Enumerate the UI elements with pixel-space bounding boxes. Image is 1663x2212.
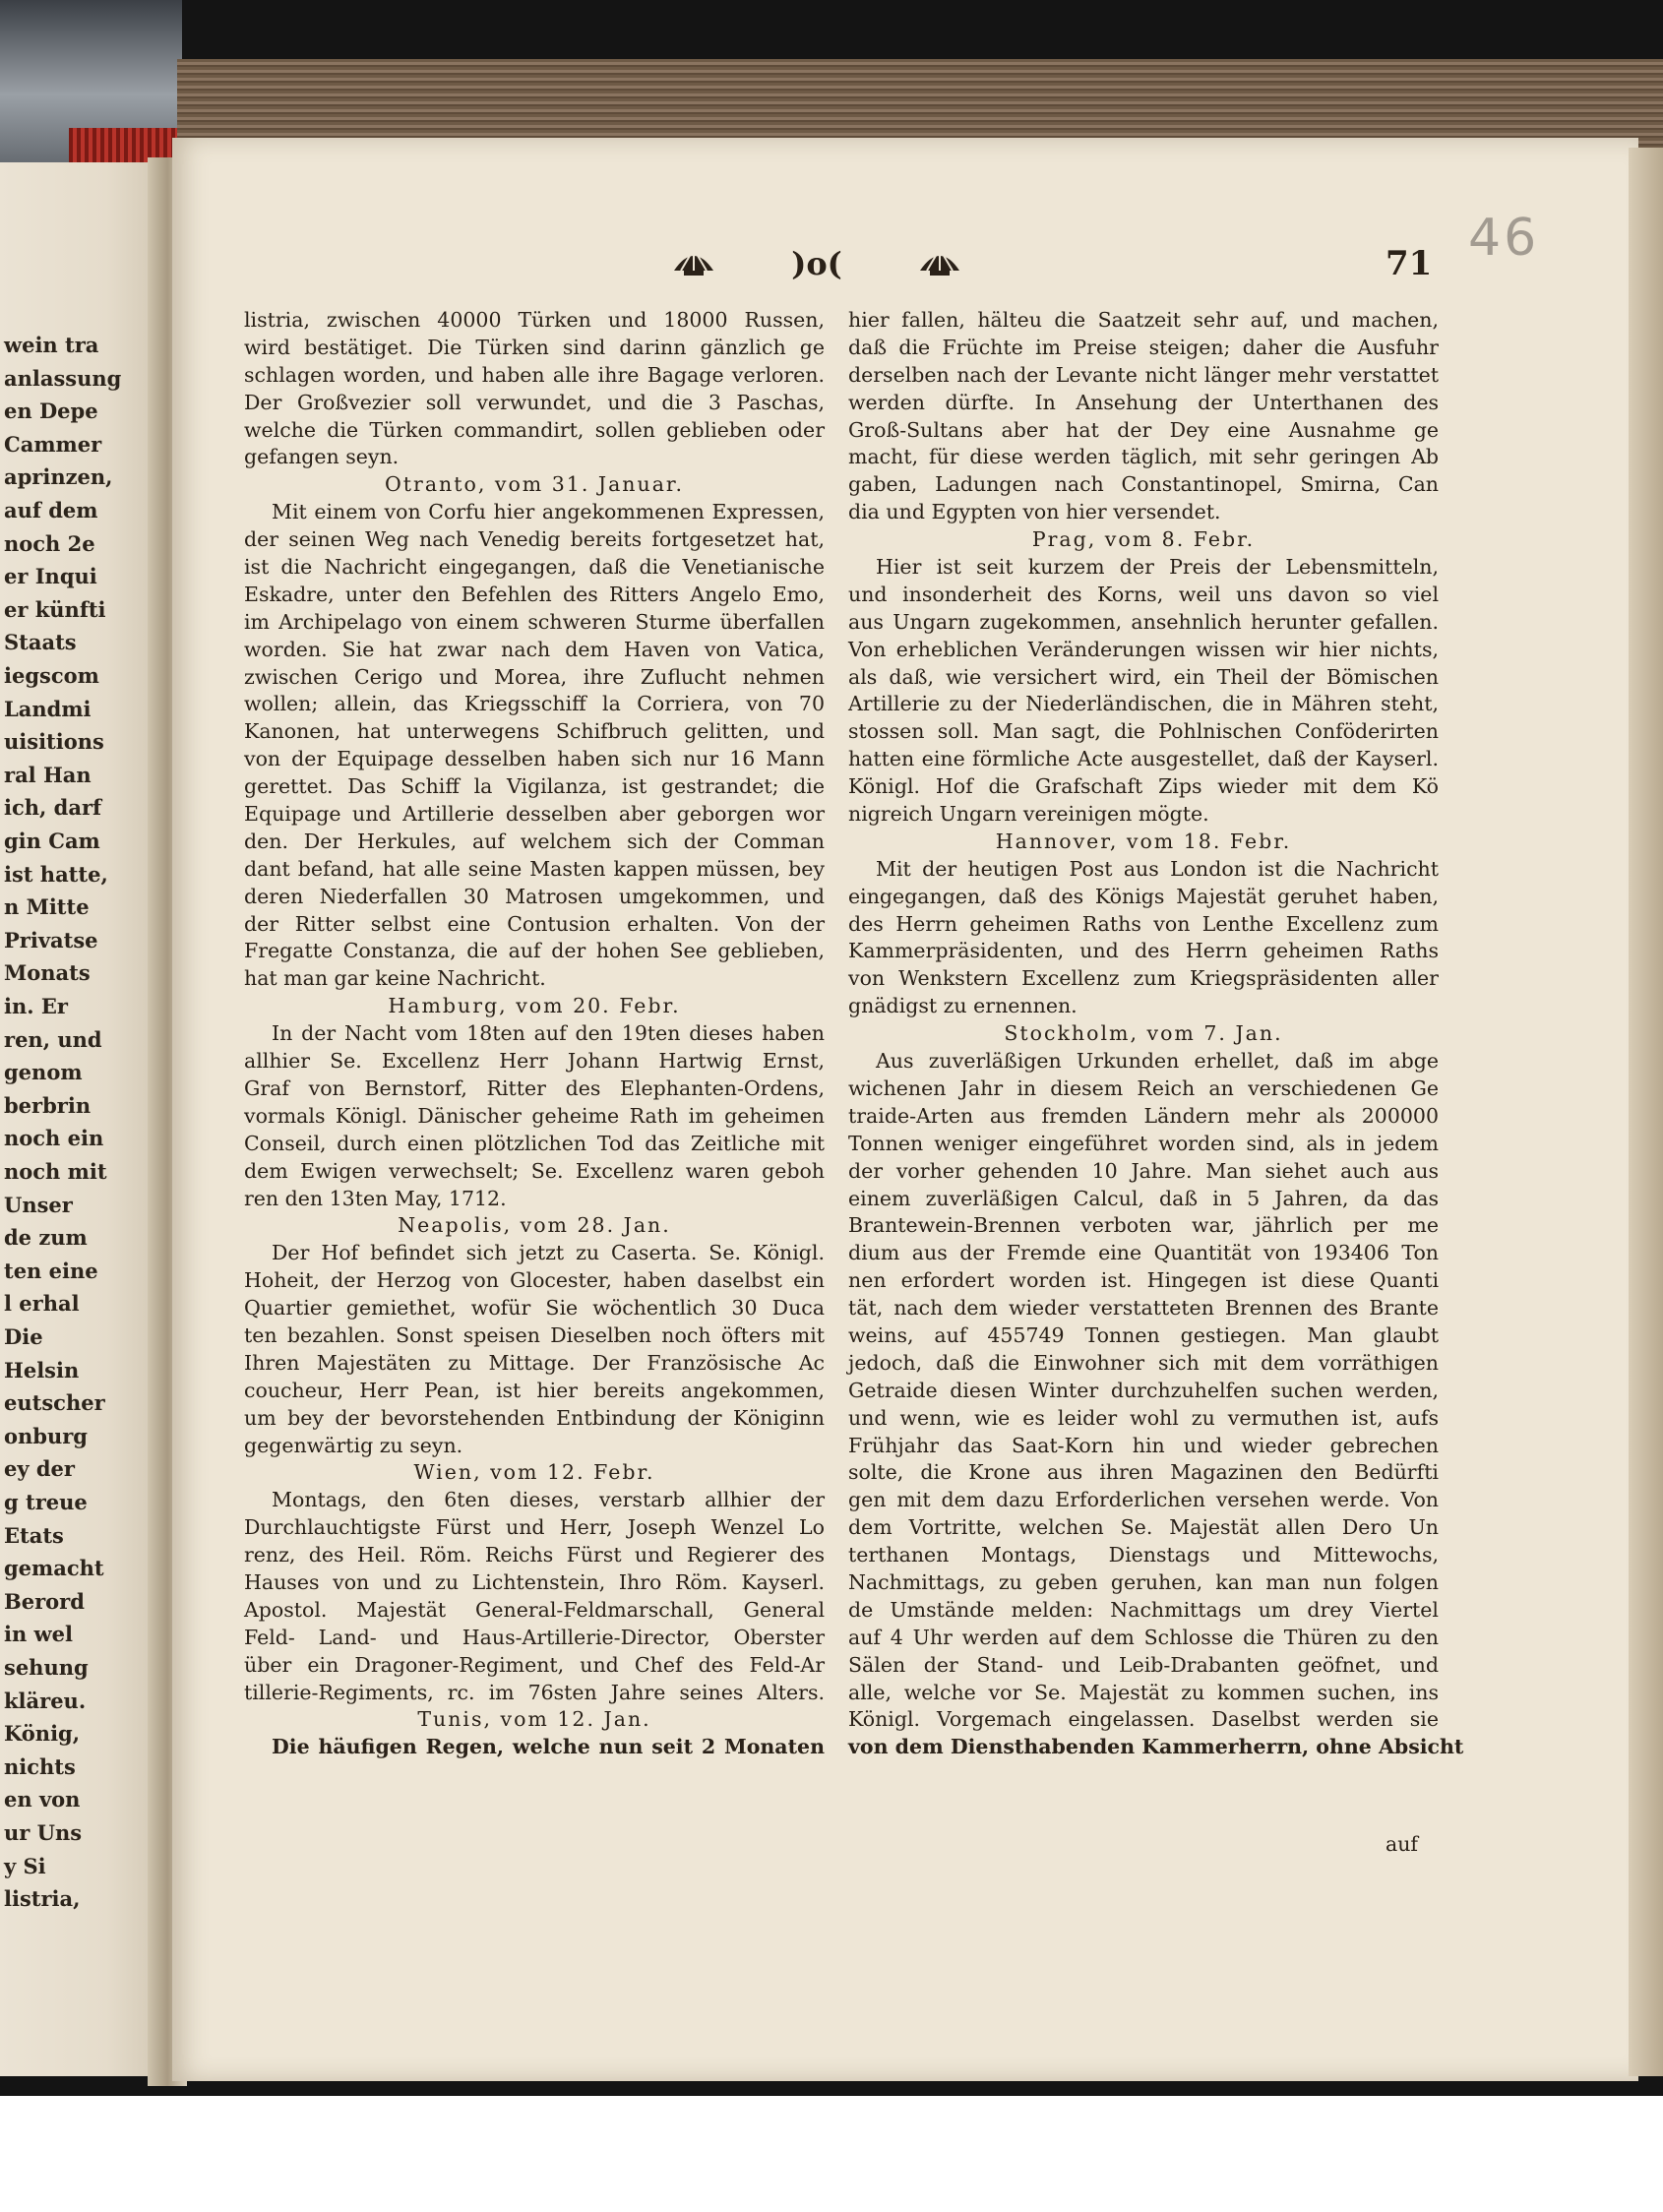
text-line: Fregatte Constanza, die auf der hohen See geblieben, [244,939,825,963]
left-text-column [244,307,825,1761]
text-line: Brantewein-Brennen verboten war, jährlich per me [848,1213,1439,1238]
text-line: Montags, den 6ten dieses, verstarb allhier der [272,1488,825,1512]
left-fragment-line: ist hatte, [4,861,108,887]
text-line: von dem Diensthabenden Kammerherrn, ohne Absicht [848,1735,1464,1759]
text-line: von der Equipage desselben haben sich nur 16 Mann [244,747,825,771]
left-fragment-line: y Si [4,1853,46,1878]
left-fragment-line: ur Uns [4,1820,83,1845]
text-line: im Archipelago von einem schweren Sturme überfallen [244,609,825,634]
text-line: Der Hof befindet sich jetzt zu Caserta. Se. Königl. [272,1241,825,1265]
text-line: daß die Früchte im Preise steigen; daher die Ausfuhr [848,335,1439,359]
left-fragment-line: noch ein [4,1126,104,1151]
text-line: Hoheit, der Herzog von Glocester, haben daselbst ein [244,1268,825,1293]
left-fragment-line: n Mitte [4,894,90,920]
left-fragment-line: Etats [4,1522,64,1548]
section-heading: Wien, vom 12. Febr. [413,1460,655,1485]
text-line: Graf von Bernstorf, Ritter des Elephanten-Ordens, [244,1075,825,1100]
left-fragment-line: nichts [4,1753,76,1779]
left-fragment-line: iegscom [4,663,99,688]
shell-ornament-icon [920,247,959,276]
text-line: Nachmittags, zu geben geruhen, kan man nun folgen [848,1569,1439,1594]
text-line: deren Niederfallen 30 Matrosen umgekommen, und [244,884,825,908]
text-line: wollen; allein, das Kriegsschiff la Corriera, von 70 [244,692,825,716]
catchword: auf [1386,1832,1419,1856]
left-fragment-line: er Inqui [4,564,97,589]
left-fragment-line: onburg [4,1423,88,1448]
text-line: und wenn, wie es leider wohl zu vermuthen ist, aufs [848,1405,1439,1430]
left-fragment-line: Cammer [4,431,102,457]
page-number: 71 [1386,244,1433,283]
text-line: Der Großvezier soll verwundet, und die 3 Paschas, [244,390,825,414]
left-fragment-line: Monats [4,960,91,986]
left-fragment-line: ren, und [4,1026,102,1052]
text-line: gegenwärtig zu seyn. [244,1433,463,1457]
text-line: alle, welche vor Se. Majestät zu kommen suchen, ins [848,1680,1439,1704]
text-line: Aus zuverläßigen Urkunden erhellet, daß im abge [876,1049,1439,1074]
text-line: der seinen Weg nach Venedig bereits fortgesetzet hat, [244,527,825,552]
text-line: nigreich Ungarn vereinigen mögte. [848,802,1209,827]
section-heading: Hannover, vom 18. Febr. [995,829,1292,853]
section-heading: Neapolis, vom 28. Jan. [398,1213,671,1238]
text-line: Mit der heutigen Post aus London ist die Nachricht [876,856,1439,881]
text-line: Getraide diesen Winter durchzuhelfen suchen werden, [848,1378,1439,1402]
text-line: vormals Königl. Dänischer geheime Rath im geheimen [244,1103,825,1128]
text-line: von Wenkstern Excellenz zum Kriegspräsidenten aller [848,966,1439,991]
text-line: macht, für diese werden täglich, mit sehr geringen Ab [848,445,1439,469]
text-line: auf 4 Uhr werden auf dem Schlosse die Thüren zu den [848,1625,1439,1649]
left-fragment-line: ey der [4,1456,75,1482]
left-fragment-line: ten eine [4,1258,98,1283]
text-line: gnädigst zu ernennen. [848,994,1078,1018]
left-fragment-line: uisitions [4,729,104,755]
left-fragment-line: de zum [4,1225,88,1251]
left-fragment-line: in wel [4,1622,73,1647]
left-fragment-line: sehung [4,1655,89,1680]
text-line: dem Vortritte, welchen Se. Majestät allen Dero Un [848,1515,1439,1540]
left-fragment-line: Die [4,1324,43,1349]
text-line: Hauses von und zu Lichtenstein, Ihro Röm. Kayserl. [244,1569,825,1594]
left-fragment-line: auf dem [4,498,98,522]
left-fragment-line: listria, [4,1886,81,1912]
text-line: tillerie-Regiments, rc. im 76sten Jahre seines Alters. [244,1680,825,1704]
text-line: des Herrn geheimen Raths von Lenthe Excellenz zum [848,911,1439,936]
text-line: Ihren Majestäten zu Mittage. Der Französische Ac [244,1350,825,1375]
text-line: und insonderheit des Korns, weil uns davon so viel [848,582,1439,606]
text-line: Tonnen weniger eingeführet worden sind, als in jedem [848,1131,1439,1155]
left-fragment-line: Landmi [4,696,92,721]
text-line: gerettet. Das Schiff la Vigilanza, ist gestrandet; die [244,774,825,799]
left-fragment-line: en von [4,1787,81,1813]
text-line: Eskadre, unter den Befehlen des Ritters Angelo Emo, [244,582,825,606]
text-line: zwischen Cerigo und Morea, ihre Zuflucht nehmen [244,664,825,689]
text-line: Königl. Vorgemach eingelassen. Daselbst werden sie [848,1707,1439,1732]
text-line: ist die Nachricht eingegangen, daß die Venetianische [244,555,825,580]
text-line: renz, des Heil. Röm. Reichs Fürst und Regierer des [244,1543,825,1567]
left-fragment-line: ich, darf [4,795,102,821]
left-fragment-line: noch mit [4,1159,107,1184]
left-fragment-line: g treue [4,1490,88,1514]
text-line: ren den 13ten May, 1712. [244,1186,507,1210]
text-line: derselben nach der Levante nicht länger mehr verstattet [848,362,1439,387]
text-line: der vorher gehenden 10 Jahre. Man siehet auch aus [848,1158,1439,1183]
text-line: als daß, wie versichert wird, ein Theil der Bömischen [848,664,1439,689]
section-heading: Otranto, vom 31. Januar. [384,472,684,497]
right-text-column [848,307,1464,1761]
left-fragment-line: Staats [4,630,77,655]
text-line: hatten eine förmliche Acte ausgestellet, daß der Kayserl. [848,747,1439,771]
right-page-edge [1629,148,1663,2076]
text-line: stossen soll. Man sagt, die Pohlnischen Conföderirten [848,719,1439,744]
left-fragment-line: en Depe [4,399,98,424]
text-line: gefangen seyn. [244,445,400,469]
left-fragment-line: eutscher [4,1390,105,1416]
text-line: den. Der Herkules, auf welchem sich der Comman [244,829,825,853]
text-line: Apostol. Majestät General-Feldmarschall, General [244,1597,825,1622]
text-line: dium aus der Fremde eine Quantität von 193406 Ton [848,1241,1439,1265]
text-line: Hier ist seit kurzem der Preis der Lebensmitteln, [876,555,1439,580]
text-line: hat man gar keine Nachricht. [244,966,546,991]
left-fragment-line: Unser [4,1192,73,1217]
ornament [669,241,964,282]
left-fragment-line: anlassung [4,365,122,391]
text-line: werden dürfte. In Ansehung der Unterthanen des [848,390,1439,414]
text-line: jedoch, daß die Einwohner sich mit dem vorräthigen [848,1350,1439,1375]
left-fragment-line: aprinzen, [4,464,113,490]
text-line: welche die Türken commandirt, sollen geblieben oder [244,417,825,442]
text-line: Königl. Hof die Grafschaft Zips wieder mit dem Kö [848,774,1439,799]
left-fragment-line: genom [4,1060,83,1085]
left-fragment-line: König, [4,1721,81,1747]
section-heading: Stockholm, vom 7. Jan. [1004,1021,1283,1046]
text-line: um bey der bevorstehenden Entbindung der Königinn [244,1405,825,1430]
shell-ornament-icon [674,247,713,276]
text-line: terthanen Montags, Dienstags und Mittewochs, [848,1543,1439,1567]
text-line: schlagen worden, und haben alle ihre Bagage verloren. [244,362,825,387]
text-line: Quartier gemiethet, wofür Sie wöchentlich 30 Duca [244,1296,825,1321]
left-fragment-line: gin Cam [4,829,100,853]
left-fragment-line: ral Han [4,762,92,787]
section-heading: Prag, vom 8. Febr. [1031,527,1256,552]
text-line: wird bestätiget. Die Türken sind darinn gänzlich ge [244,335,825,359]
text-line: listria, zwischen 40000 Türken und 18000 Russen, [244,308,825,332]
text-line: In der Nacht vom 18ten auf den 19ten dieses haben [272,1021,825,1046]
text-line: Kammerpräsidenten, und des Herrn geheimen Raths [848,939,1439,963]
text-line: eingegangen, daß des Königs Majestät geruhet haben, [848,884,1439,908]
text-line: ten bezahlen. Sonst speisen Dieselben noch öfters mit [244,1322,825,1347]
text-line: der Ritter selbst eine Contusion erhalten. Von der [244,911,825,936]
left-fragment-line: wein tra [4,333,99,357]
text-line: tät, nach dem wieder verstatteten Brennen des Brante [848,1296,1439,1321]
text-line: de Umstände melden: Nachmittags um drey Viertel [848,1597,1439,1622]
text-line: aus Ungarn zugekommen, ansehnlich herunter gefallen. [848,609,1439,634]
text-line: gaben, Ladungen nach Constantinopel, Smirna, Can [848,472,1439,497]
text-line: Sälen der Stand- und Leib-Drabanten geöfnet, und [848,1652,1439,1677]
left-fragment-line: in. Er [4,994,68,1018]
text-line: Groß-Sultans aber hat der Dey eine Ausnahme ge [848,417,1439,442]
text-line: Conseil, durch einen plötzlichen Tod das Zeitliche mit [244,1131,825,1155]
left-fragment-line: kläreu. [4,1688,87,1713]
text-line: über ein Dragoner-Regiment, und Chef des Feld-Ar [244,1652,825,1677]
text-line: einem zuverläßigen Calcul, daß in 5 Jahren, da das [848,1186,1439,1210]
text-line: Durchlauchtigste Fürst und Herr, Joseph Wenzel Lo [244,1515,825,1540]
text-line: Mit einem von Corfu hier angekommenen Expressen, [272,500,825,524]
left-fragment-line: gemacht [4,1556,104,1581]
text-line: dia und Egypten von hier versendet. [848,500,1221,524]
text-line: Die häufigen Regen, welche nun seit 2 Monaten [272,1735,825,1759]
left-fragment-line: Berord [4,1588,85,1614]
text-line: coucheur, Herr Pean, ist hier bereits angekommen, [244,1378,825,1402]
text-line: weins, auf 455749 Tonnen gestiegen. Man glaubt [848,1322,1439,1347]
left-fragment-line: er künfti [4,596,106,622]
text-line: solte, die Krone aus ihren Magazinen den Bedürfti [848,1460,1439,1485]
text-line: hier fallen, hälteu die Saatzeit sehr auf, und machen, [848,308,1439,332]
text-line: Equipage und Artillerie desselben aber geborgen wor [244,802,825,827]
ornament-text: )o( [791,245,842,282]
left-fragment-line: noch 2e [4,530,95,556]
text-line: Kanonen, hat unterwegens Schifbruch gelitten, und [244,719,825,744]
pencil-folio-number: 46 [1468,209,1540,268]
text-line: Feld- Land- und Haus-Artillerie-Director, Oberster [244,1625,825,1649]
text-line: dant befand, hat alle seine Masten kappen müssen, bey [244,856,825,881]
left-fragment-line: Helsin [4,1357,80,1382]
text-line: Von erheblichen Veränderungen wissen wir hier nichts, [848,637,1439,661]
left-fragment-line: Privatse [4,927,98,952]
section-heading: Tunis, vom 12. Jan. [417,1707,651,1732]
text-line: Frühjahr das Saat-Korn hin und wieder gebrechen [848,1433,1439,1457]
text-line: wichenen Jahr in diesem Reich an verschiedenen Ge [848,1075,1439,1100]
text-line: Artillerie zu der Niederländischen, die in Mähren steht, [848,692,1439,716]
text-line: gen mit dem dazu Erforderlichen versehen werde. Von [848,1488,1439,1512]
text-line: traide-Arten aus fremden Ländern mehr als 200000 [848,1103,1439,1128]
text-line: dem Ewigen verwechselt; Se. Excellenz waren geboh [244,1158,825,1183]
text-line: nen erfordert worden ist. Hingegen ist diese Quanti [848,1268,1439,1293]
text-line: allhier Se. Excellenz Herr Johann Hartwig Ernst, [244,1049,825,1074]
section-heading: Hamburg, vom 20. Febr. [388,994,681,1018]
text-line: worden. Sie hat zwar nach dem Haven von Vatica, [244,637,825,661]
left-fragment-line: l erhal [4,1291,80,1317]
left-fragment-line: berbrin [4,1092,92,1118]
